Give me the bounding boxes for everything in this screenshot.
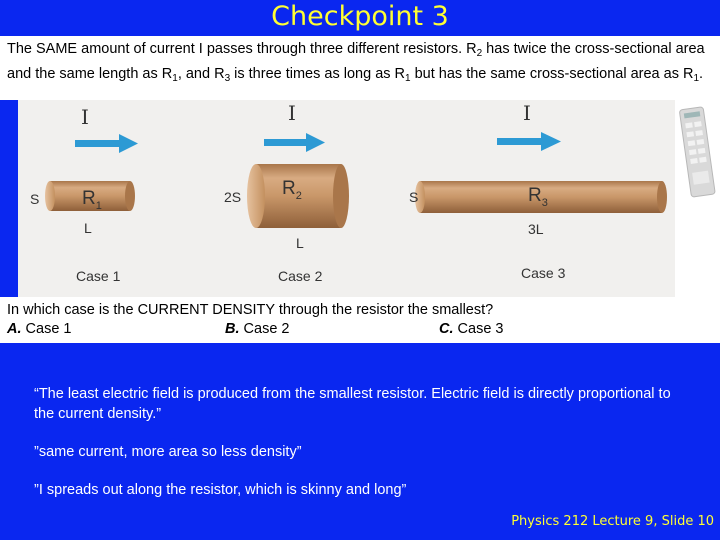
case-caption-3: Case 3 xyxy=(521,265,566,281)
subscript: 1 xyxy=(172,73,178,84)
choice-letter: C. xyxy=(439,321,454,337)
resistor-letter: R xyxy=(528,185,542,206)
question-part: , and R xyxy=(177,66,225,82)
case1-group xyxy=(30,105,138,284)
answer-choices xyxy=(7,320,713,339)
case3-group xyxy=(409,101,667,281)
current-label-1: I xyxy=(81,105,89,129)
choice-text: Case 1 xyxy=(21,321,72,337)
student-answer-3: ”I spreads out along the resistor, which is skinny and long” xyxy=(34,482,407,498)
choice-letter: B. xyxy=(225,321,240,337)
resistor-letter: R xyxy=(82,188,96,209)
area-label-3: S xyxy=(409,189,419,205)
subscript: 1 xyxy=(405,73,411,84)
current-label-2: I xyxy=(288,101,296,125)
length-label-1: L xyxy=(84,220,92,236)
choice-text: Case 2 xyxy=(239,321,290,337)
slide-footer: Physics 212 Lecture 9, Slide 10 xyxy=(511,514,714,529)
subscript: 3 xyxy=(224,73,231,84)
question2-text: In which case is the CURRENT DENSITY through the resistor the smallest? xyxy=(7,302,494,318)
question-text xyxy=(0,36,720,100)
clicker-remote-icon xyxy=(675,100,720,297)
resistor-figure xyxy=(18,100,675,297)
resistor-subscript: 1 xyxy=(95,200,102,212)
student-answer-1: “The least electric field is produced from the smallest resistor. Electric field is directly proportional to the current density.” xyxy=(34,386,671,422)
resistor-diagram xyxy=(18,100,675,297)
length-label-3: 3L xyxy=(528,221,544,237)
subscript: 2 xyxy=(476,48,483,59)
resistor-subscript: 2 xyxy=(295,190,302,202)
area-label-2: 2S xyxy=(224,189,242,205)
question-part: but has the same cross-sectional area as R xyxy=(410,66,694,82)
question-part: is three times as long as R xyxy=(230,66,406,82)
case-caption-1: Case 1 xyxy=(76,268,121,284)
case-caption-2: Case 2 xyxy=(278,268,323,284)
current-label-3: I xyxy=(523,101,531,125)
arrow-icon xyxy=(497,132,561,151)
student-answer-2: ”same current, more area so less density” xyxy=(34,444,302,460)
follow-up-question xyxy=(0,297,720,343)
choice-text: Case 3 xyxy=(453,321,504,337)
arrow-icon xyxy=(264,133,325,152)
clicker-remote-image xyxy=(675,100,720,297)
subscript: 1 xyxy=(693,73,700,84)
question-part: has twice the cross-sectional area and the same length as R xyxy=(7,41,705,82)
choice-letter: A. xyxy=(7,321,22,337)
choice-a[interactable] xyxy=(7,320,71,339)
length-label-2: L xyxy=(296,235,304,251)
resistor-subscript: 3 xyxy=(541,197,548,209)
arrow-icon xyxy=(75,134,138,153)
question-part: . xyxy=(699,66,704,82)
choice-b[interactable] xyxy=(225,320,289,339)
slide-title: Checkpoint 3 xyxy=(271,1,449,32)
area-label-1: S xyxy=(30,191,40,207)
question-part: The SAME amount of current I passes through three different resistors. R xyxy=(7,41,477,57)
case2-group xyxy=(224,101,349,284)
choice-c[interactable] xyxy=(439,320,503,339)
resistor-letter: R xyxy=(282,178,296,199)
